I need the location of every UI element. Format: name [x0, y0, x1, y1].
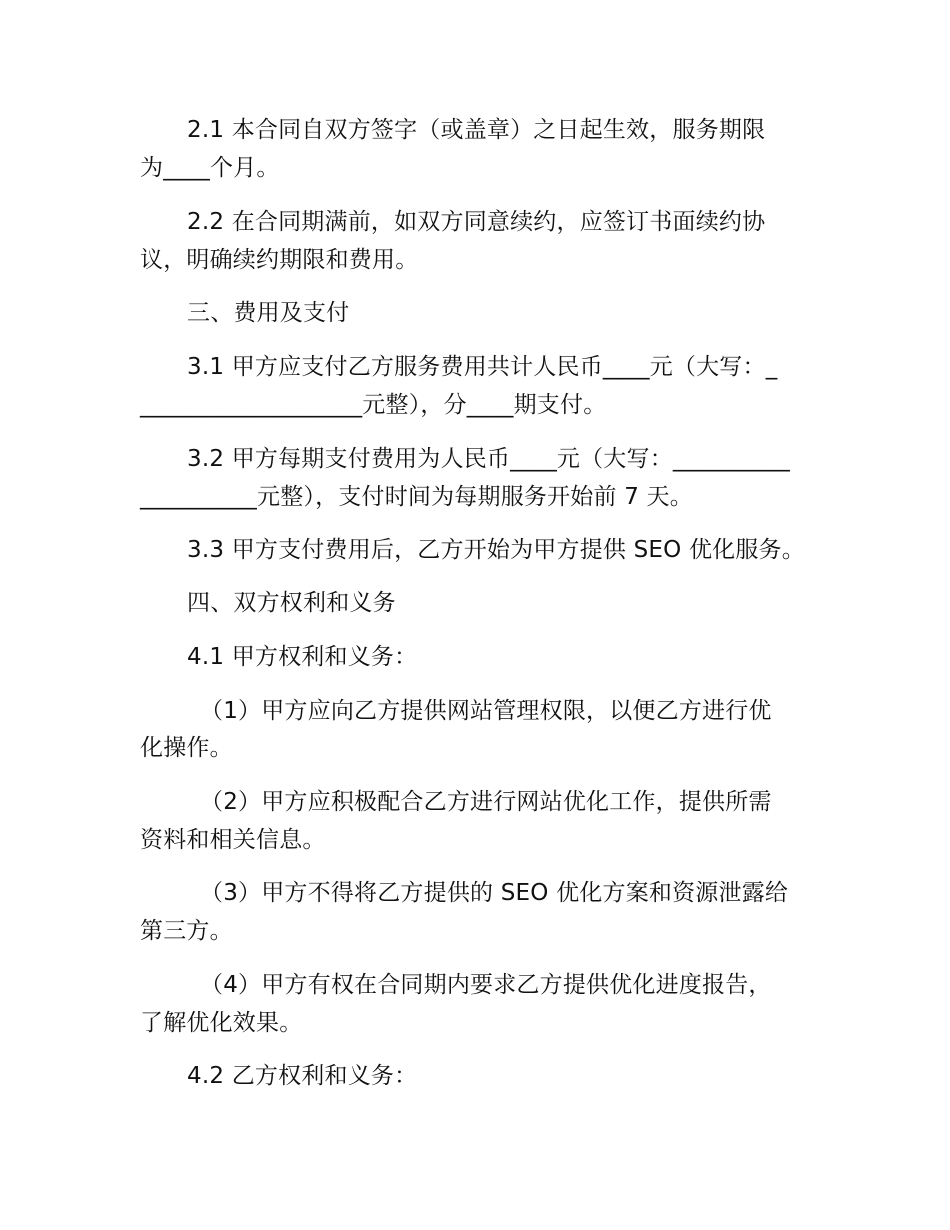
clause-2-2-line-1: 2.2 在合同期满前，如双方同意续约，应签订书面续约协 [187, 209, 766, 235]
clause-2-1-line-2: 为____个月。 [140, 155, 280, 181]
item-4-1-4-line-2: 了解优化效果。 [140, 1010, 303, 1036]
item-4-1-2-line-2: 资料和相关信息。 [140, 827, 326, 853]
clause-4-2: 4.2 乙方权利和义务： [187, 1063, 418, 1089]
item-4-1-3-line-2: 第三方。 [140, 918, 233, 944]
item-4-1-2-line-1: （2）甲方应积极配合乙方进行网站优化工作，提供所需 [200, 789, 772, 815]
clause-3-1-line-1: 3.1 甲方应支付乙方服务费用共计人民币____元（大写：_ [187, 354, 778, 380]
clause-3-2-line-2: __________元整），支付时间为每期服务开始前 7 天。 [140, 484, 693, 510]
clause-3-1-line-2: ___________________元整），分____期支付。 [140, 392, 607, 418]
item-4-1-1-line-1: （1）甲方应向乙方提供网站管理权限，以便乙方进行优 [200, 698, 772, 724]
clause-4-1: 4.1 甲方权利和义务： [187, 644, 418, 670]
clause-3-2-line-1: 3.2 甲方每期支付费用为人民币____元（大写：__________ [187, 446, 790, 472]
section-3-heading: 三、费用及支付 [187, 300, 350, 326]
item-4-1-4-line-1: （4）甲方有权在合同期内要求乙方提供优化进度报告， [200, 972, 772, 998]
item-4-1-1-line-2: 化操作。 [140, 735, 233, 761]
clause-2-2-line-2: 议，明确续约期限和费用。 [140, 247, 419, 273]
clause-3-3: 3.3 甲方支付费用后，乙方开始为甲方提供 SEO 优化服务。 [187, 537, 805, 563]
item-4-1-3-line-1: （3）甲方不得将乙方提供的 SEO 优化方案和资源泄露给 [200, 880, 789, 906]
section-4-heading: 四、双方权利和义务 [187, 590, 396, 616]
clause-2-1-line-1: 2.1 本合同自双方签字（或盖章）之日起生效，服务期限 [187, 117, 766, 143]
